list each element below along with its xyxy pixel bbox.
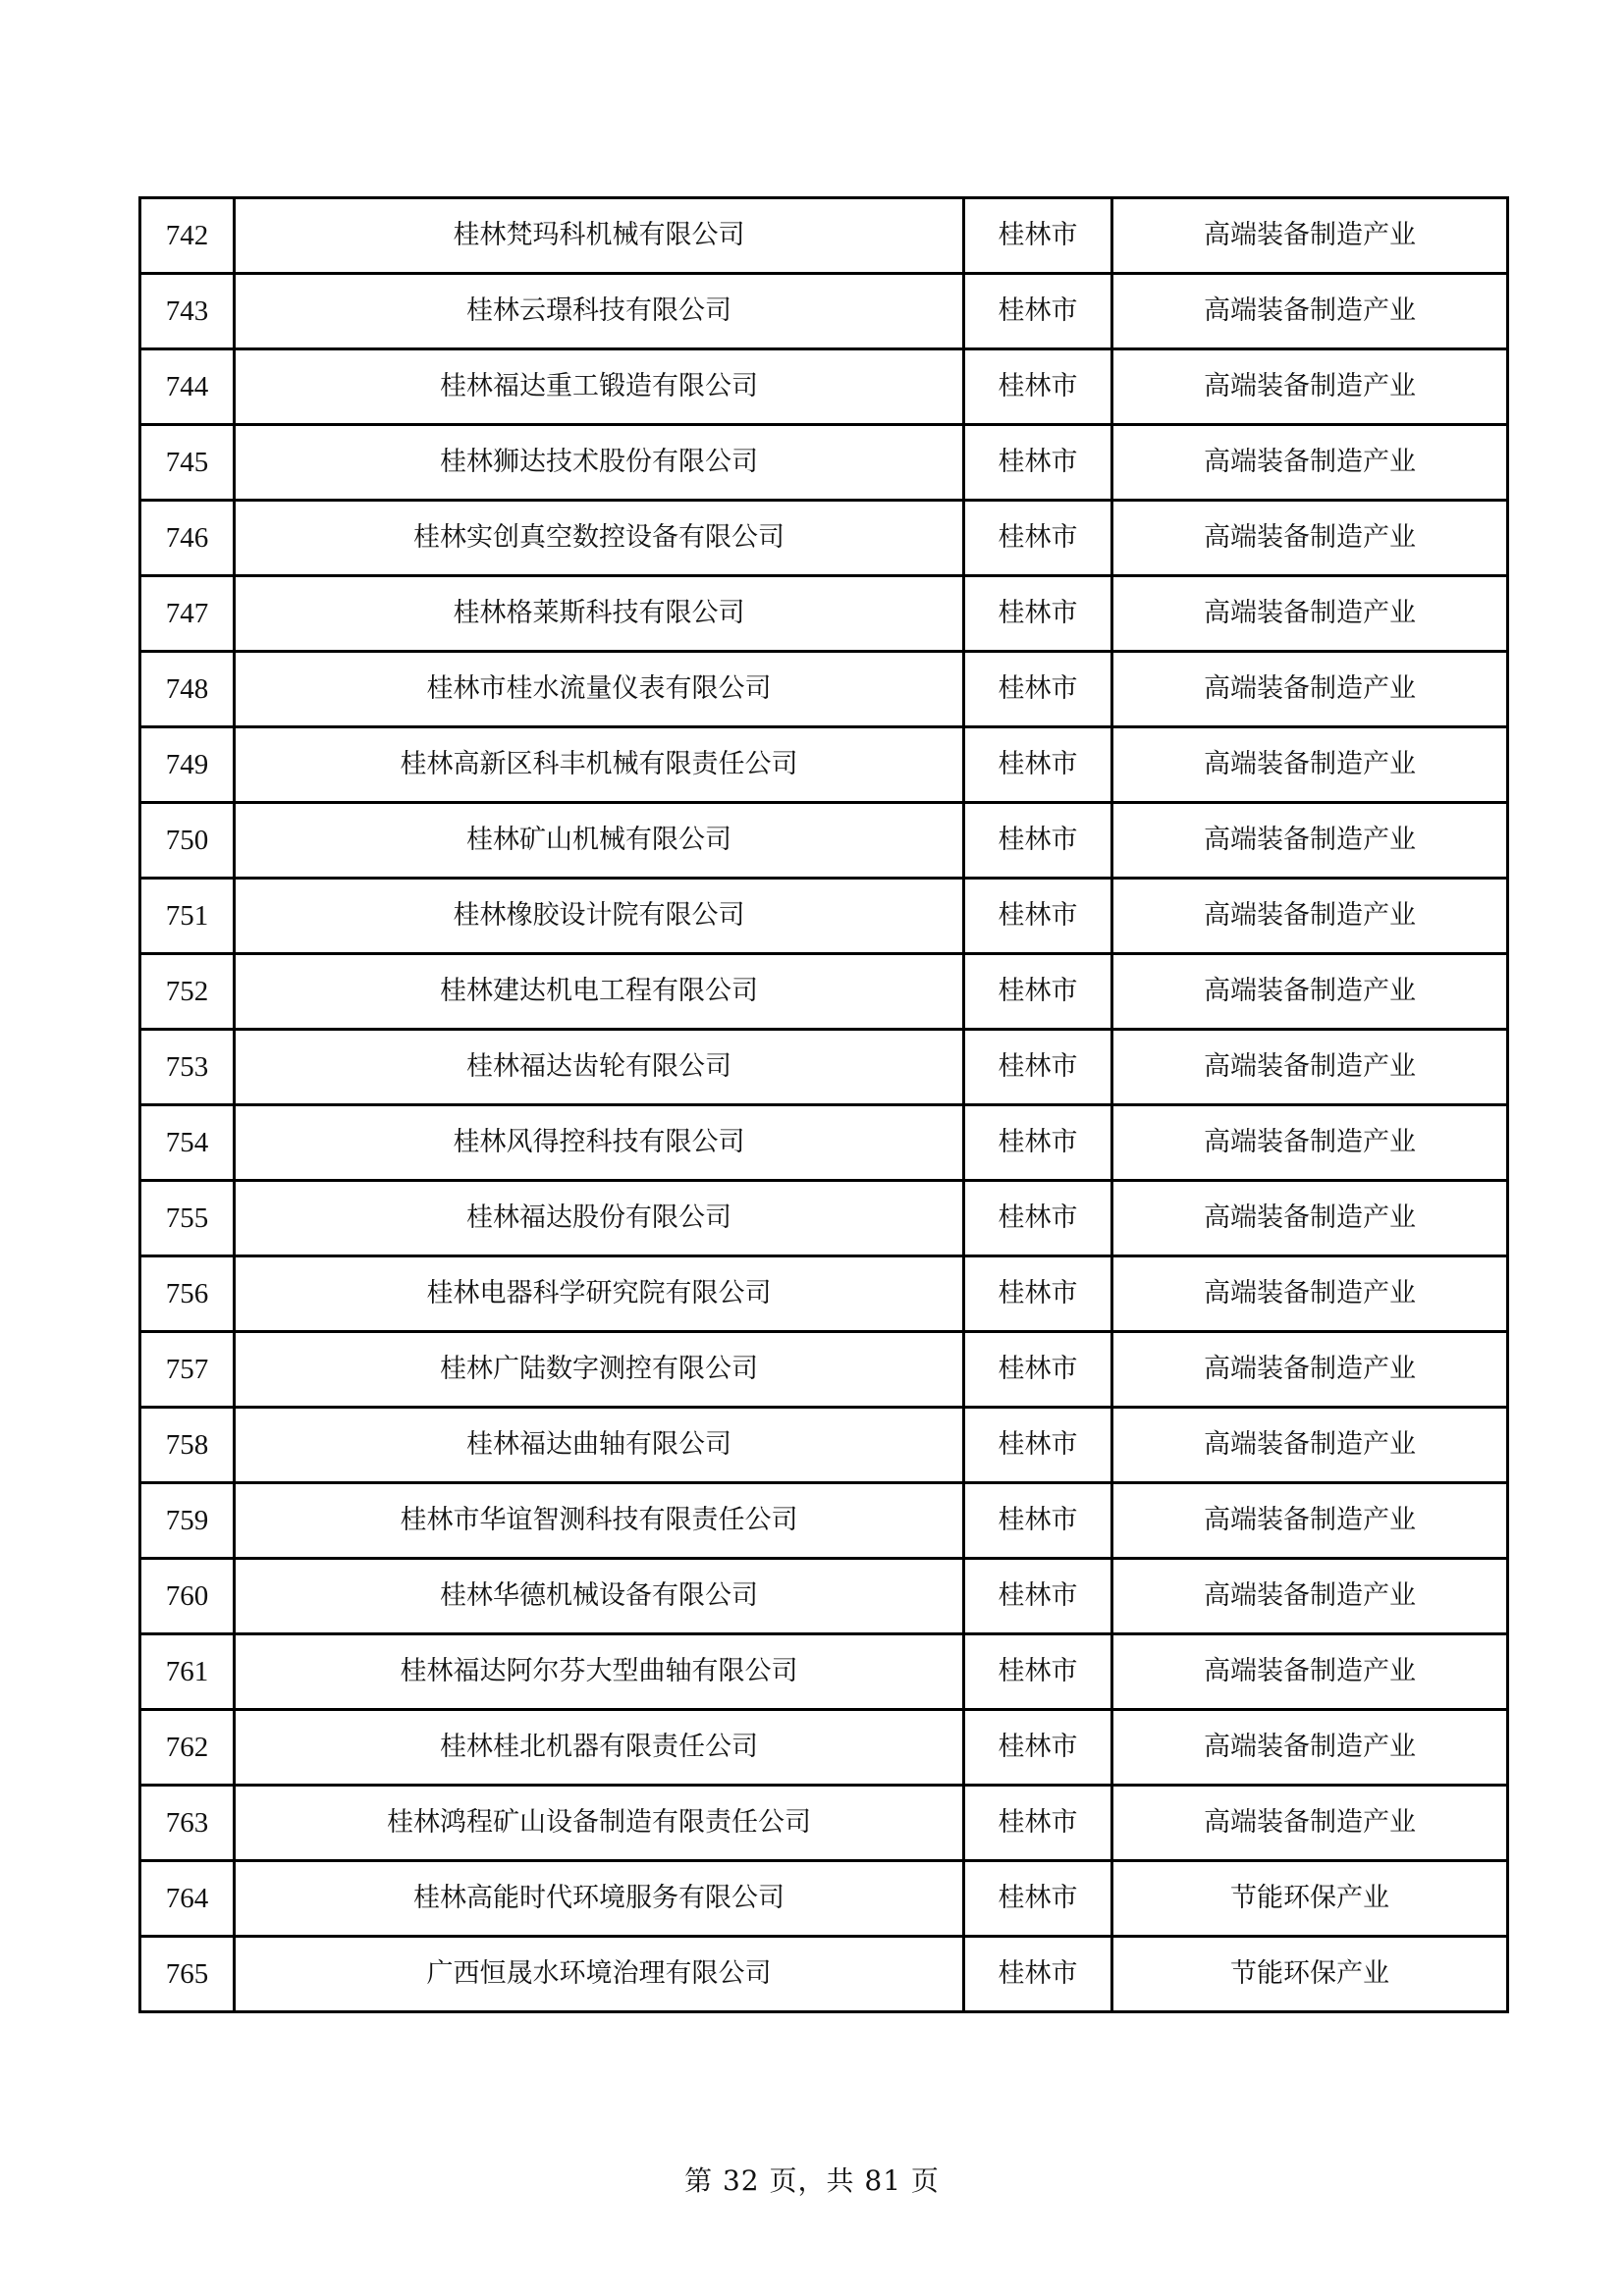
company-name-cell: 桂林格莱斯科技有限公司 (235, 576, 964, 652)
row-number-cell: 748 (140, 652, 235, 727)
company-name-cell: 桂林高能时代环境服务有限公司 (235, 1861, 964, 1937)
company-name-cell: 桂林桂北机器有限责任公司 (235, 1710, 964, 1786)
company-name-cell: 桂林广陆数字测控有限公司 (235, 1332, 964, 1408)
table-body (140, 198, 1508, 2012)
industry-cell: 高端装备制造产业 (1112, 501, 1508, 576)
row-number-cell: 743 (140, 274, 235, 349)
table-row (140, 1332, 1508, 1408)
city-cell: 桂林市 (964, 879, 1112, 954)
table-row (140, 1483, 1508, 1559)
row-number-cell: 756 (140, 1256, 235, 1332)
industry-cell: 高端装备制造产业 (1112, 1710, 1508, 1786)
row-number-cell: 762 (140, 1710, 235, 1786)
row-number-cell: 746 (140, 501, 235, 576)
city-cell: 桂林市 (964, 274, 1112, 349)
table-row (140, 576, 1508, 652)
row-number-cell: 760 (140, 1559, 235, 1634)
industry-cell: 高端装备制造产业 (1112, 803, 1508, 879)
industry-cell: 高端装备制造产业 (1112, 1181, 1508, 1256)
company-name-cell: 桂林电器科学研究院有限公司 (235, 1256, 964, 1332)
row-number-cell: 757 (140, 1332, 235, 1408)
industry-cell: 高端装备制造产业 (1112, 274, 1508, 349)
industry-cell: 高端装备制造产业 (1112, 1634, 1508, 1710)
city-cell: 桂林市 (964, 1559, 1112, 1634)
city-cell: 桂林市 (964, 1105, 1112, 1181)
row-number-cell: 765 (140, 1937, 235, 2012)
table-row (140, 1937, 1508, 2012)
industry-cell: 高端装备制造产业 (1112, 727, 1508, 803)
company-name-cell: 桂林实创真空数控设备有限公司 (235, 501, 964, 576)
table-row (140, 1181, 1508, 1256)
table-row (140, 879, 1508, 954)
table-row (140, 652, 1508, 727)
company-name-cell: 桂林市桂水流量仪表有限公司 (235, 652, 964, 727)
table-row (140, 425, 1508, 501)
table-row (140, 727, 1508, 803)
company-name-cell: 桂林云璟科技有限公司 (235, 274, 964, 349)
table-row (140, 1408, 1508, 1483)
row-number-cell: 751 (140, 879, 235, 954)
table-row (140, 349, 1508, 425)
row-number-cell: 755 (140, 1181, 235, 1256)
company-name-cell: 桂林橡胶设计院有限公司 (235, 879, 964, 954)
table-row (140, 274, 1508, 349)
company-name-cell: 桂林鸿程矿山设备制造有限责任公司 (235, 1786, 964, 1861)
city-cell: 桂林市 (964, 576, 1112, 652)
industry-cell: 高端装备制造产业 (1112, 349, 1508, 425)
city-cell: 桂林市 (964, 425, 1112, 501)
table-row (140, 501, 1508, 576)
page-footer: 第 32 页，共 81 页 (684, 2164, 940, 2197)
company-name-cell: 广西恒晟水环境治理有限公司 (235, 1937, 964, 2012)
company-name-cell: 桂林福达曲轴有限公司 (235, 1408, 964, 1483)
company-name-cell: 桂林福达重工锻造有限公司 (235, 349, 964, 425)
row-number-cell: 753 (140, 1030, 235, 1105)
industry-cell: 高端装备制造产业 (1112, 1030, 1508, 1105)
row-number-cell: 742 (140, 198, 235, 274)
industry-cell: 高端装备制造产业 (1112, 1786, 1508, 1861)
industry-cell: 高端装备制造产业 (1112, 1256, 1508, 1332)
city-cell: 桂林市 (964, 1030, 1112, 1105)
table-row (140, 1030, 1508, 1105)
city-cell: 桂林市 (964, 803, 1112, 879)
row-number-cell: 759 (140, 1483, 235, 1559)
company-name-cell: 桂林华德机械设备有限公司 (235, 1559, 964, 1634)
industry-cell: 高端装备制造产业 (1112, 1105, 1508, 1181)
city-cell: 桂林市 (964, 727, 1112, 803)
table-row (140, 198, 1508, 274)
company-name-cell: 桂林福达股份有限公司 (235, 1181, 964, 1256)
enterprise-table (138, 196, 1509, 2013)
city-cell: 桂林市 (964, 1181, 1112, 1256)
industry-cell: 高端装备制造产业 (1112, 954, 1508, 1030)
city-cell: 桂林市 (964, 954, 1112, 1030)
city-cell: 桂林市 (964, 1483, 1112, 1559)
city-cell: 桂林市 (964, 652, 1112, 727)
city-cell: 桂林市 (964, 1408, 1112, 1483)
company-name-cell: 桂林高新区科丰机械有限责任公司 (235, 727, 964, 803)
row-number-cell: 744 (140, 349, 235, 425)
row-number-cell: 747 (140, 576, 235, 652)
city-cell: 桂林市 (964, 1332, 1112, 1408)
industry-cell: 节能环保产业 (1112, 1861, 1508, 1937)
company-name-cell: 桂林市华谊智测科技有限责任公司 (235, 1483, 964, 1559)
table-row (140, 954, 1508, 1030)
company-name-cell: 桂林矿山机械有限公司 (235, 803, 964, 879)
company-name-cell: 桂林福达齿轮有限公司 (235, 1030, 964, 1105)
row-number-cell: 752 (140, 954, 235, 1030)
table-row (140, 1786, 1508, 1861)
row-number-cell: 754 (140, 1105, 235, 1181)
industry-cell: 高端装备制造产业 (1112, 1483, 1508, 1559)
industry-cell: 高端装备制造产业 (1112, 576, 1508, 652)
table-row (140, 1559, 1508, 1634)
industry-cell: 高端装备制造产业 (1112, 1408, 1508, 1483)
city-cell: 桂林市 (964, 1256, 1112, 1332)
industry-cell: 高端装备制造产业 (1112, 425, 1508, 501)
company-name-cell: 桂林狮达技术股份有限公司 (235, 425, 964, 501)
row-number-cell: 761 (140, 1634, 235, 1710)
row-number-cell: 758 (140, 1408, 235, 1483)
industry-cell: 节能环保产业 (1112, 1937, 1508, 2012)
table-row (140, 803, 1508, 879)
table-row (140, 1256, 1508, 1332)
table-row (140, 1634, 1508, 1710)
table-row (140, 1710, 1508, 1786)
company-name-cell: 桂林梵玛科机械有限公司 (235, 198, 964, 274)
company-name-cell: 桂林风得控科技有限公司 (235, 1105, 964, 1181)
industry-cell: 高端装备制造产业 (1112, 198, 1508, 274)
city-cell: 桂林市 (964, 501, 1112, 576)
city-cell: 桂林市 (964, 1937, 1112, 2012)
table-row (140, 1861, 1508, 1937)
city-cell: 桂林市 (964, 1634, 1112, 1710)
row-number-cell: 749 (140, 727, 235, 803)
industry-cell: 高端装备制造产业 (1112, 1332, 1508, 1408)
city-cell: 桂林市 (964, 1710, 1112, 1786)
city-cell: 桂林市 (964, 1786, 1112, 1861)
city-cell: 桂林市 (964, 349, 1112, 425)
industry-cell: 高端装备制造产业 (1112, 652, 1508, 727)
row-number-cell: 750 (140, 803, 235, 879)
city-cell: 桂林市 (964, 198, 1112, 274)
company-name-cell: 桂林建达机电工程有限公司 (235, 954, 964, 1030)
industry-cell: 高端装备制造产业 (1112, 879, 1508, 954)
row-number-cell: 764 (140, 1861, 235, 1937)
company-name-cell: 桂林福达阿尔芬大型曲轴有限公司 (235, 1634, 964, 1710)
row-number-cell: 763 (140, 1786, 235, 1861)
row-number-cell: 745 (140, 425, 235, 501)
city-cell: 桂林市 (964, 1861, 1112, 1937)
industry-cell: 高端装备制造产业 (1112, 1559, 1508, 1634)
table-row (140, 1105, 1508, 1181)
